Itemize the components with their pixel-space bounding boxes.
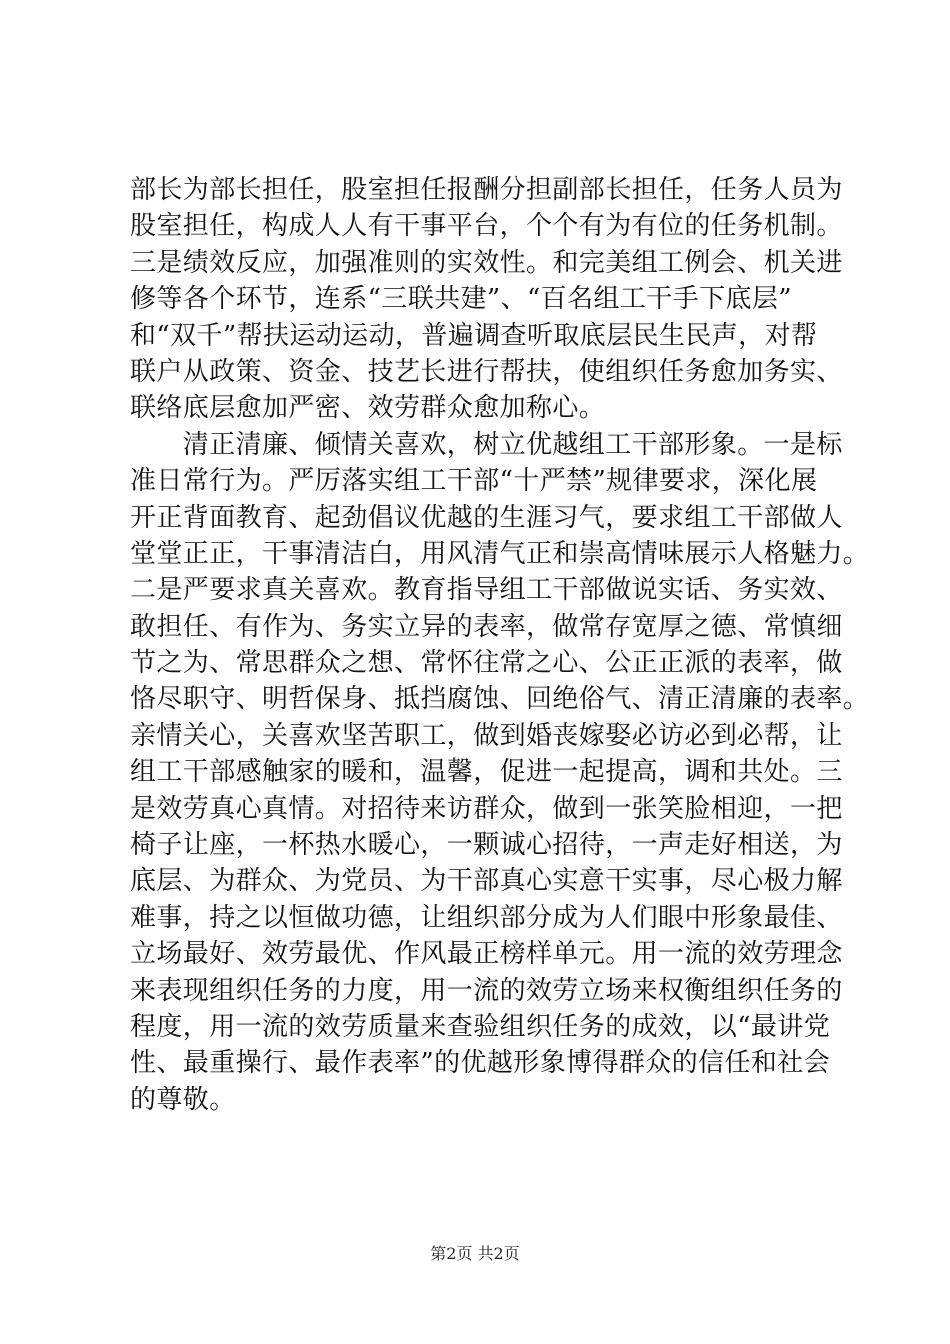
text-line: 和“双千”帮扶运动运动，普遍调查听取底层民生民声，对帮 (130, 320, 818, 351)
text-line: 部长为部长担任，股室担任报酬分担副部长担任，任务人员为 (130, 175, 843, 205)
text-line: 椅子让座，一杯热水暖心，一颗诚心招待，一声走好相送，为 (130, 830, 843, 861)
text-line: 联络底层愈加严密、效劳群众愈加称心。 (130, 393, 606, 424)
text-line: 来表现组织任务的力度，用一流的效劳立场来权衡组织任务的 (130, 975, 843, 1006)
text-line: 是效劳真心真情。对招待来访群众，做到一张笑脸相迎，一把 (130, 793, 843, 824)
text-line: 程度，用一流的效劳质量来查验组织任务的成效，以“最讲党 (130, 1011, 831, 1042)
text-line: 组工干部感触家的暖和，温馨，促进一起提高，调和共处。三 (130, 757, 843, 788)
text-line: 亲情关心，关喜欢坚苦职工，做到婚丧嫁娶必访必到必帮，让 (130, 720, 843, 751)
page-footer (0, 1244, 950, 1264)
text-line: 开正背面教育、起劲倡议优越的生涯习气，要求组工干部做人 (130, 502, 843, 533)
page-number-label: 第2页 共2页 (430, 1244, 520, 1263)
text-line: 联户从政策、资金、技艺长进行帮扶，使组织任务愈加务实、 (130, 356, 843, 387)
text-line: 性、最重操行、最作表率”的优越形象博得群众的信任和社会 (130, 1048, 831, 1079)
text-line: 难事，持之以恒做功德，让组织部分成为人们眼中形象最佳、 (130, 902, 843, 933)
text-line: 准日常行为。严厉落实组工干部“十严禁”规律要求，深化展 (130, 466, 818, 497)
text-line: 修等各个环节，连系“三联共建”、“百名组工干手下底层” (130, 284, 792, 315)
text-line: 股室担任，构成人人有干事平台，个个有为有位的任务机制。 (130, 211, 843, 242)
text-line: 节之为、常思群众之想、常怀往常之心、公正正派的表率，做 (130, 648, 843, 679)
text-line: 二是严要求真关喜欢。教育指导组工干部做说实话、务实效、 (130, 575, 843, 606)
text-line: 底层、为群众、为党员、为干部真心实意干实事，尽心极力解 (130, 866, 843, 897)
text-line: 恪尽职守、明哲保身、抵挡腐蚀、回绝俗气、清正清廉的表率。 (130, 684, 870, 715)
text-line: 的尊敬。 (130, 1084, 236, 1115)
body-text (130, 172, 870, 1118)
text-line: 三是绩效反应，加强准则的实效性。和完美组工例会、机关进 (130, 247, 843, 278)
text-line: 清正清廉、倾情关喜欢，树立优越组工干部形象。一是标 (130, 429, 843, 460)
text-line: 敢担任、有作为、务实立异的表率，做常存宽厚之德、常慎细 (130, 611, 843, 642)
text-line: 立场最好、效劳最优、作风最正榜样单元。用一流的效劳理念 (130, 939, 843, 970)
text-line: 堂堂正正，干事清洁白，用风清气正和崇高情味展示人格魅力。 (130, 538, 870, 569)
